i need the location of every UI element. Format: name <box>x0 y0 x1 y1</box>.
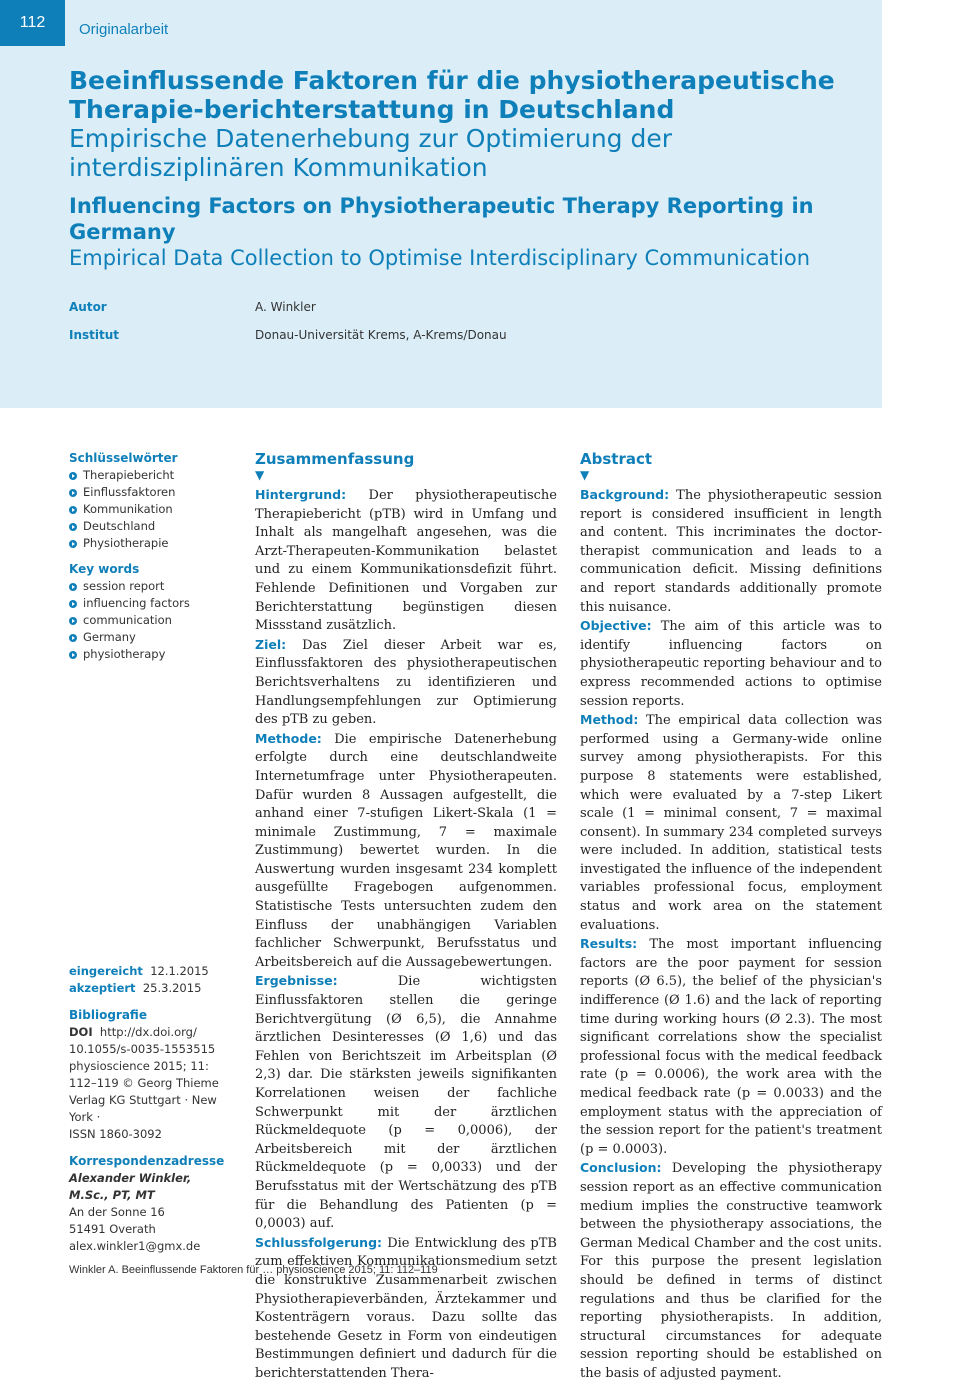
keyword-item: physiotherapy <box>69 646 239 663</box>
triangle-down-icon: ▼ <box>255 468 265 482</box>
section-label: Originalarbeit <box>79 21 169 38</box>
doi-link[interactable]: http://dx.doi.org/ <box>99 1025 197 1039</box>
title-en: Influencing Factors on Physiotherapeutic Therapy Reporting in Germany <box>69 194 814 244</box>
bullet-icon <box>69 600 77 608</box>
institute-name: Donau-Universität Krems, A-Krems/Donau <box>255 328 507 342</box>
keyword-item: communication <box>69 612 239 629</box>
abstract-de-text: Hintergrund: Der physiotherapeutische Therapiebericht (pTB) wird in Umfang und Inhalt als mangelhaft angesehen, was die Arzt-Therapeuten-Kommunikation belastet und zu einem Kommunikationsdefizit führt. Fehlende Definitionen und Vorgaben zur Berichterstattung begünstigen diesen Missstand zusätzlich. Ziel: Das Ziel dieser Arbeit war es, Einflussfaktoren des physiotherapeutischen Berichtsverhaltens zu identifizieren und Handlungsempfehlungen zur Optimierung des pTB zu geben. Methode: Die empirische Datenerhebung erfolgte durch eine deutschlandweite Internetumfrage unter Physiotherapeuten. Dafür wurden 8 Aussagen aufgestellt, die anhand einer 7-stufigen Likert-Skala (1 = minimale Zustimmung, 7 = maximale Zustimmung) bewertet wurden. In die Auswertung wurden insgesamt 234 komplett ausgefüllte Fragebogen aufgenommen. Statistische Tests untersuchten zudem den Einfluss der unabhängigen Variablen fachlicher Schwerpunkt, Berufsstatus und Arbeitsbereich auf die Aussagebewertungen. Ergebnisse: Die wichtigsten Einflussfaktoren stellen die geringe Berichtvergütung (Ø 6,5), die Annahme ärztlichen Desinteresses (Ø 1,6) und das Fehlen von Berichtszeit im Arbeitsplan (Ø 2,3) dar. Die stärksten jeweils signifikanten Korrelationen weisen der fachliche Schwerpunkt mit der ärztlichen Rückmeldequote (p = 0,0006), der Arbeitsbereich mit der ärztlichen Rückmeldequote (p = 0,0033) und der Berufsstatus mit der Wertschätzung des pTB für die Behandlung des Patienten (p = 0,0003) auf. Schlussfolgerung: Die Entwicklung des pTB zum effektiven Kommunikationsmedium setzt die konstruktive Zusammenarbeit zwischen Physiotherapieverbänden, Ärztekammer und Kostenträgern voraus. Dazu sollte das bestehende Gesetz in Form von eindeutigen Bestimmungen definiert und dadurch für die berichterstattenden Thera- <box>255 487 558 1381</box>
keyword-item: Einflussfaktoren <box>69 484 239 501</box>
title-block <box>69 66 859 271</box>
keyword-item: Therapiebericht <box>69 467 239 484</box>
bullet-icon <box>69 651 77 659</box>
bullet-icon <box>69 523 77 531</box>
subtitle-en: Empirical Data Collection to Optimise Interdisciplinary Communication <box>69 246 810 270</box>
bullet-icon <box>69 634 77 642</box>
accepted-line: akzeptiert 25.3.2015 <box>69 981 202 995</box>
bullet-icon <box>69 540 77 548</box>
bullet-icon <box>69 583 77 591</box>
keywords-en-list <box>69 578 239 663</box>
citation-line: Verlag KG Stuttgart · New York · <box>69 1093 217 1124</box>
page-footer: Winkler A. Beeinflussende Faktoren für … physioscience 2015; 11: 112–119 <box>69 1264 438 1276</box>
correspondence-heading: Korrespondenzadresse <box>69 1154 225 1168</box>
keyword-item: influencing factors <box>69 595 239 612</box>
subtitle-de: Empirische Datenerhebung zur Optimierung der interdisziplinären Kommunikation <box>69 124 673 182</box>
corr-city: 51491 Overath <box>69 1222 156 1236</box>
doi-line: DOI http://dx.doi.org/ <box>69 1025 197 1039</box>
abstract-en-heading: Abstract <box>580 450 653 468</box>
corr-email[interactable]: alex.winkler1@gmx.de <box>69 1239 201 1253</box>
corr-degrees: M.Sc., PT, MT <box>69 1188 155 1202</box>
keywords-de-list <box>69 467 239 552</box>
keywords-en-heading: Key words <box>69 562 140 576</box>
triangle-down-icon: ▼ <box>580 468 590 482</box>
bullet-icon <box>69 472 77 480</box>
keyword-item: Kommunikation <box>69 501 239 518</box>
abstract-en-column <box>580 450 882 1384</box>
page-number: 112 <box>0 0 65 46</box>
bibliography-heading: Bibliografie <box>69 1008 147 1022</box>
keyword-item: Deutschland <box>69 518 239 535</box>
citation-line: ISSN 1860-3092 <box>69 1127 162 1141</box>
keyword-item: session report <box>69 578 239 595</box>
author-label: Autor <box>69 300 107 314</box>
citation-line: 112–119 © Georg Thieme <box>69 1076 219 1090</box>
bullet-icon <box>69 489 77 497</box>
citation-line: physioscience 2015; 11: <box>69 1059 209 1073</box>
bibliography-block <box>69 963 239 1255</box>
title-de: Beeinflussende Faktoren für die physiotherapeutische Therapie-berichterstattung in Deutschland <box>69 66 835 124</box>
bullet-icon <box>69 617 77 625</box>
doi-line-2[interactable]: 10.1055/s-0035-1553515 <box>69 1042 216 1056</box>
abstract-de-column <box>255 450 557 1384</box>
received-line: eingereicht 12.1.2015 <box>69 964 209 978</box>
author-name: A. Winkler <box>255 300 316 314</box>
keywords-block <box>69 450 239 663</box>
keyword-item: Germany <box>69 629 239 646</box>
corr-name: Alexander Winkler, <box>69 1171 192 1185</box>
abstract-en-text: Background: The physiotherapeutic session report is considered insufficient in length and content. This incriminates the doctor-therapist communication and leads to a communication deficit. Missing definitions and report standards additionally promote this nuisance. Objective: The aim of this article was to identify influencing factors on physiotherapeutic reporting behaviour and to express recommended actions to optimise session reports. Method: The empirical data collection was performed using a Germany-wide online survey among physiotherapists. For this purpose 8 statements were established, which were evaluated by a 7-step Likert scale (1 = minimal consent, 7 = maximal consent). In summary 234 completed surveys were included. In addition, statistical tests investigated the influence of the independent variables professional focus, employment status and work area on the statement evaluations. Results: The most important influencing factors are the poor payment for session reports (Ø 6.5), the belief of the physician's indifference (Ø 1.6) and the lack of reporting time during working hours (Ø 2.3). The most significant correlations show the specialist professional focus with the medical feedback rate (p = 0.0006), the work area with the medical feedback rate (p = 0.0033) and the employment status with the appreciation of the session report for the patient's treatment (p = 0.0003). Conclusion: Developing the physiotherapy session report as an effective communication medium implies the constructive teamwork between the physiotherapy associations, the German Medical Chamber and the cost units. For this purpose the present legislation should be defined in terms of distinct regulations and thus be clarified for the reporting physiotherapists. In addition, structural circumstances for adequate session reporting should be established on the basis of adjusted payment. <box>580 487 883 1381</box>
institute-label: Institut <box>69 328 120 342</box>
keywords-de-heading: Schlüsselwörter <box>69 451 178 465</box>
corr-street: An der Sonne 16 <box>69 1205 165 1219</box>
bullet-icon <box>69 506 77 514</box>
keyword-item: Physiotherapie <box>69 535 239 552</box>
abstract-de-heading: Zusammenfassung <box>255 450 415 468</box>
